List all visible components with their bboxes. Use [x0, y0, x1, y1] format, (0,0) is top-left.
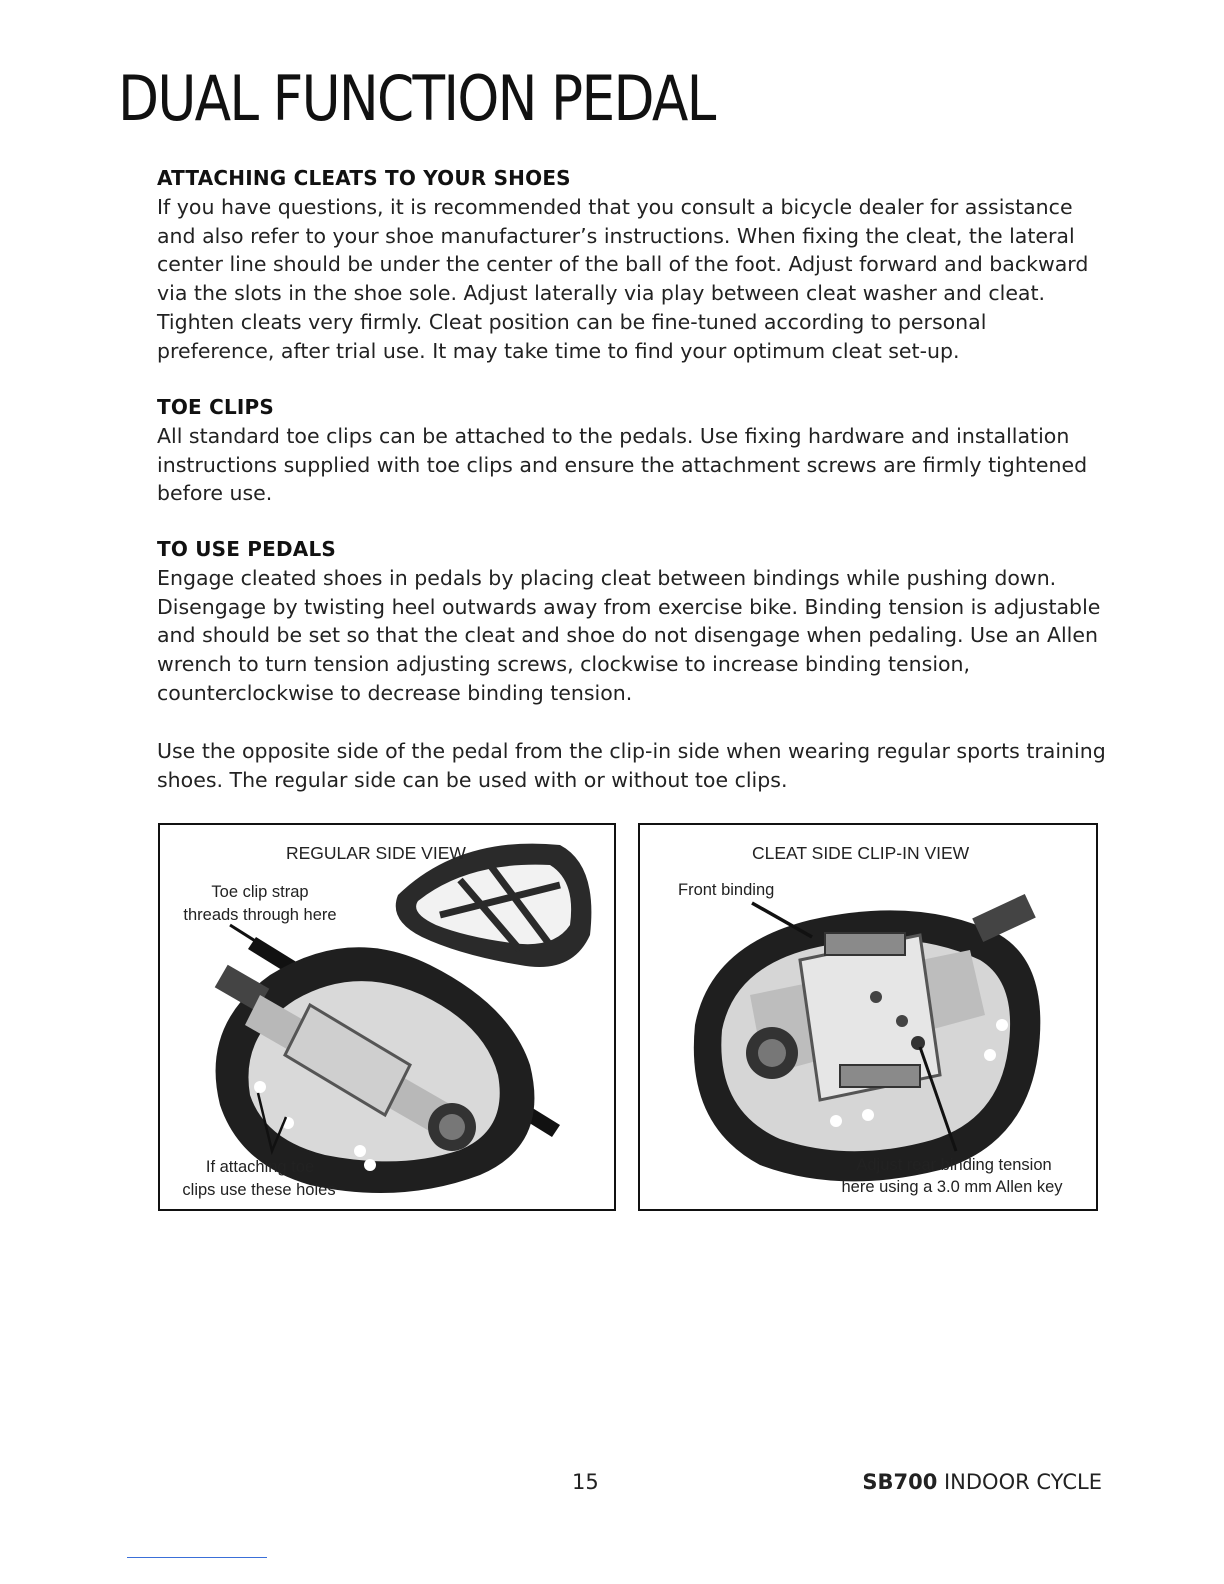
section-attaching-cleats [157, 166, 1107, 365]
label-toe-clip-strap-line1: Toe clip strap [211, 883, 309, 901]
label-rear-binding-line2: here using a 3.0 mm Allen key [841, 1178, 1063, 1196]
figure-title: CLEAT SIDE CLIP-IN VIEW [752, 843, 970, 863]
label-rear-binding-line1: Adjust rear binding tension [856, 1156, 1052, 1174]
model-code: SB700 [862, 1470, 938, 1494]
label-toe-clip-strap-line2: threads through here [183, 906, 337, 924]
label-front-binding: Front binding [678, 881, 775, 899]
section-heading: ATTACHING CLEATS TO YOUR SHOES [157, 166, 571, 190]
section-body: Use the opposite side of the pedal from the clip-in side when wearing regular sports training shoes. The regular side can be used with or without toe clips. [157, 739, 1106, 792]
scan-artifact-line [127, 1557, 267, 1558]
page-title: DUAL FUNCTION PEDAL [118, 62, 715, 135]
section-body: If you have questions, it is recommended that you consult a bicycle dealer for assistance and also refer to your shoe manufacturer’s instructions. When fixing the cleat, the lateral center line should be under the center of the ball of the foot. Adjust forward and backward via the slots in the shoe sole. Adjust laterally via play between cleat washer and cleat. Tighten cleats very firmly. Cleat position can be fine-tuned according to personal preference, after trial use. It may take time to find your optimum cleat set-up. [157, 195, 1089, 363]
label-toe-clip-holes-line2: clips use these holes [182, 1181, 336, 1199]
section-to-use-pedals [157, 537, 1107, 708]
page-number: 15 [572, 1470, 599, 1494]
model-suffix: INDOOR CYCLE [937, 1470, 1102, 1494]
section-regular-side [157, 737, 1107, 794]
section-toe-clips [157, 395, 1107, 508]
section-heading: TO USE PEDALS [157, 537, 337, 561]
section-heading: TOE CLIPS [157, 395, 274, 419]
model-name [862, 1470, 1102, 1494]
section-body: All standard toe clips can be attached to the pedals. Use fixing hardware and installation instructions supplied with toe clips and ensure the attachment screws are firmly tightened before use. [157, 424, 1088, 506]
figure-cleat-side-view [638, 823, 1098, 1211]
figure-regular-side-view [158, 823, 616, 1211]
figure-title: REGULAR SIDE VIEW [286, 843, 466, 863]
label-toe-clip-holes-line1: If attaching toe [205, 1158, 315, 1176]
section-body: Engage cleated shoes in pedals by placing cleat between bindings while pushing down. Disengage by twisting heel outwards away from exercise bike. Binding tension is adjustable and should be set so that the cleat and shoe do not disengage when pedaling. Use an Allen wrench to turn tension adjusting screws, clockwise to increase binding tension, counterclockwise to decrease binding tension. [157, 566, 1101, 705]
